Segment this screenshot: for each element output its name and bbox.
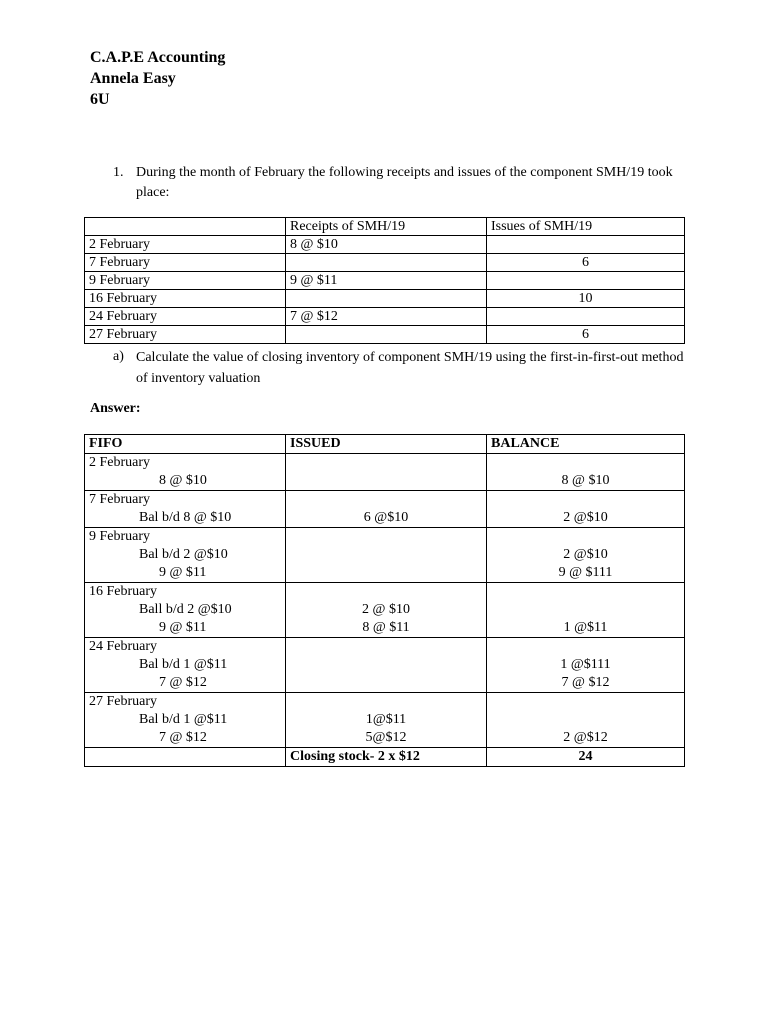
issue-cell: [487, 236, 685, 254]
fifo-cell: [85, 638, 286, 693]
issue-cell: 10: [487, 290, 685, 308]
total-empty-cell: [85, 748, 286, 767]
issue-cell: [487, 308, 685, 326]
receipt-cell: 9 @ $11: [286, 272, 487, 290]
student-name: Annela Easy: [90, 70, 176, 87]
receipt-cell: [286, 254, 487, 272]
balance-line: 2 @$12: [563, 730, 608, 745]
header-cell: ISSUED: [286, 435, 487, 454]
fifo-table: [84, 434, 685, 767]
receipt-cell: [286, 290, 487, 308]
fifo-line: 7 @ $12: [159, 675, 207, 690]
table-row: [85, 254, 685, 272]
balance-line: 2 @$10: [563, 547, 608, 562]
header-cell: FIFO: [85, 435, 286, 454]
issued-cell: [286, 638, 487, 693]
fifo-line: Bal b/d 8 @ $10: [139, 510, 232, 525]
balance-cell: [487, 693, 685, 748]
issued-line: 6 @$10: [363, 510, 409, 525]
closing-stock-value: 24: [487, 748, 685, 767]
issued-cell: [286, 491, 487, 528]
balance-line: 9 @ $111: [558, 565, 613, 580]
course-title: C.A.P.E Accounting: [90, 49, 226, 66]
table-row: [85, 454, 685, 491]
balance-line: 1 @$11: [563, 620, 608, 635]
issued-cell: [286, 528, 487, 583]
question-number: 1.: [113, 165, 124, 180]
sub-question-label: a): [113, 349, 124, 364]
issued-line: 1@$11: [365, 712, 407, 727]
receipts-issues-table: [84, 217, 685, 344]
issued-line: 8 @ $11: [362, 620, 410, 635]
date-cell: 2 February: [85, 236, 286, 254]
receipt-cell: 8 @ $10: [286, 236, 487, 254]
fifo-cell: [85, 693, 286, 748]
table-row: [85, 528, 685, 583]
balance-line: 8 @ $10: [561, 473, 610, 488]
issued-line: 5@$12: [365, 730, 407, 745]
answer-label: Answer:: [90, 401, 141, 416]
date-cell: 24 February: [85, 308, 286, 326]
date-cell: 16 February: [85, 290, 286, 308]
table-row: [85, 638, 685, 693]
table-row: [85, 491, 685, 528]
fifo-line: 9 @ $11: [159, 565, 207, 580]
date-label: 2 February: [89, 455, 151, 470]
date-label: 24 February: [89, 639, 158, 654]
date-cell: 7 February: [85, 254, 286, 272]
receipt-cell: [286, 326, 487, 344]
issued-cell: [286, 583, 487, 638]
document-header: [90, 47, 225, 110]
fifo-cell: [85, 491, 286, 528]
table-row: [85, 272, 685, 290]
fifo-line: Ball b/d 2 @$10: [139, 602, 232, 617]
balance-cell: [487, 454, 685, 491]
issued-cell: [286, 454, 487, 491]
class-code: 6U: [90, 91, 110, 108]
table-row: [85, 308, 685, 326]
balance-line: 7 @ $12: [561, 675, 610, 690]
balance-cell: [487, 528, 685, 583]
fifo-line: 7 @ $12: [159, 730, 207, 745]
issued-cell: [286, 693, 487, 748]
table-row: [85, 326, 685, 344]
issue-cell: 6: [487, 326, 685, 344]
header-cell: BALANCE: [487, 435, 685, 454]
fifo-line: Bal b/d 1 @$11: [139, 657, 228, 672]
date-cell: 9 February: [85, 272, 286, 290]
fifo-line: 9 @ $11: [159, 620, 207, 635]
date-label: 9 February: [89, 529, 151, 544]
balance-cell: [487, 491, 685, 528]
header-cell: Issues of SMH/19: [487, 218, 685, 236]
table-row: [85, 290, 685, 308]
closing-stock-label: Closing stock- 2 x $12: [286, 748, 487, 767]
balance-cell: [487, 583, 685, 638]
fifo-cell: [85, 454, 286, 491]
table-header-row: [85, 435, 685, 454]
balance-line: 2 @$10: [563, 510, 608, 525]
issued-line: 2 @ $10: [362, 602, 410, 617]
header-cell: Receipts of SMH/19: [286, 218, 487, 236]
issue-cell: 6: [487, 254, 685, 272]
fifo-line: Bal b/d 2 @$10: [139, 547, 228, 562]
header-cell: [85, 218, 286, 236]
fifo-line: Bal b/d 1 @$11: [139, 712, 228, 727]
balance-cell: [487, 638, 685, 693]
fifo-cell: [85, 528, 286, 583]
table-row: [85, 236, 685, 254]
balance-line: 1 @$111: [560, 657, 611, 672]
sub-question-text: Calculate the value of closing inventory of component SMH/19 using the first-in-first-out method of inventory valuation: [136, 350, 684, 386]
receipt-cell: 7 @ $12: [286, 308, 487, 326]
issue-cell: [487, 272, 685, 290]
table-row: [85, 693, 685, 748]
total-row: [85, 748, 685, 767]
fifo-cell: [85, 583, 286, 638]
table-row: [85, 583, 685, 638]
date-label: 16 February: [89, 584, 158, 599]
table-header-row: [85, 218, 685, 236]
date-label: 27 February: [89, 694, 158, 709]
fifo-line: 8 @ $10: [159, 473, 207, 488]
date-cell: 27 February: [85, 326, 286, 344]
date-label: 7 February: [89, 492, 151, 507]
question-text: During the month of February the following receipts and issues of the component SMH/19 took place:: [136, 165, 673, 200]
